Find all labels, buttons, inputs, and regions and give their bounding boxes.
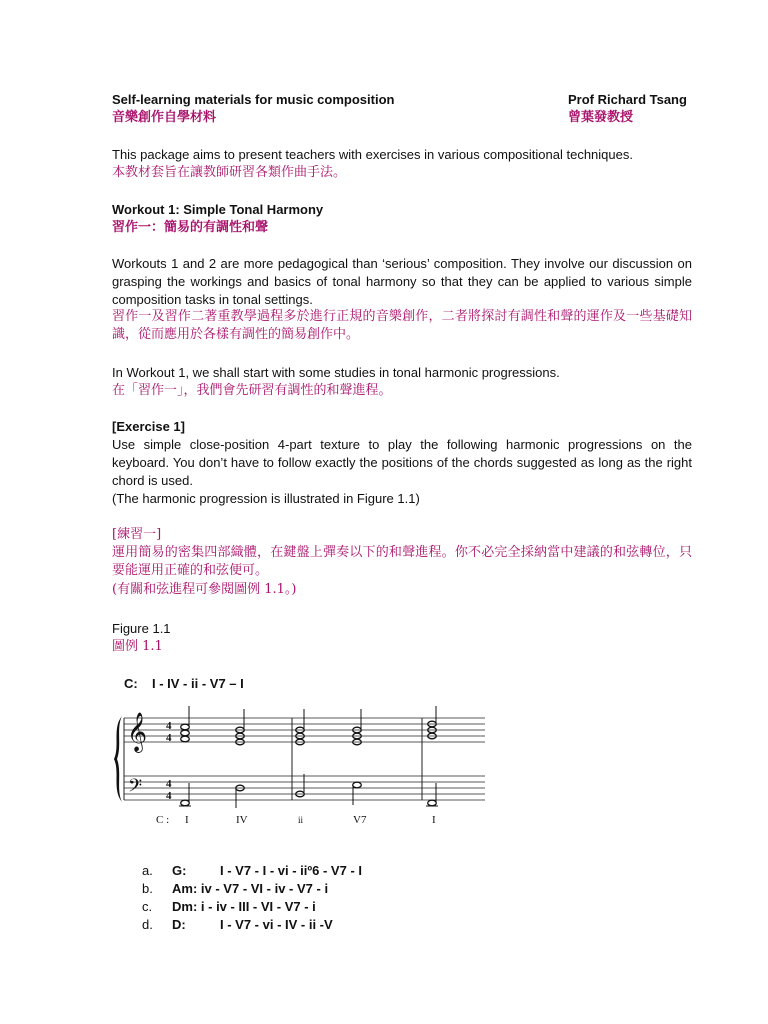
document-title-zh: 音樂創作自學材料: [112, 110, 217, 125]
progression-chords: I - V7 - I - vi - iiº6 - V7 - I: [220, 863, 362, 878]
score-chord-label-4: V7: [353, 814, 367, 826]
progression-chords: i - iv - III - VI - V7 - i: [200, 899, 316, 914]
progression-key: D:: [172, 917, 186, 932]
intro-text: This package aims to present teachers with exercises in various compositional techniques.: [112, 147, 633, 162]
bass-note-5: [428, 800, 437, 806]
list-marker: b.: [142, 881, 153, 896]
score-chord-label-3: ii: [298, 815, 304, 825]
time-signature-treble: [166, 720, 172, 744]
svg-text:4: 4: [166, 720, 172, 732]
chord-1-treble: [181, 730, 190, 736]
exercise-instructions: Use simple close-position 4-part texture to play the following harmonic progressions on the keyboard. You don’t have to follow exactly the positions of the chords suggested as long as the right chord is used.: [112, 437, 692, 488]
progression-item-b: [142, 880, 328, 898]
figure-label-zh: 圖例 1.1: [112, 639, 163, 654]
progression-key: Dm:: [172, 899, 198, 914]
svg-text:4: 4: [166, 732, 172, 744]
figure-label: Figure 1.1: [112, 621, 171, 636]
intro-text-zh: 本教材套旨在讓教師研習各類作曲手法。: [112, 165, 347, 180]
author-name-zh: 曾葉發教授: [568, 110, 634, 125]
bass-clef-icon: 𝄢: [128, 775, 143, 800]
workout-heading-zh: 習作一：簡易的有調性和聲: [112, 220, 269, 235]
progression-chords: I - V7 - vi - IV - ii -V: [220, 917, 333, 932]
progression-item-d: [142, 916, 333, 934]
score-key-label: C :: [156, 814, 170, 826]
treble-clef-icon: 𝄞: [127, 714, 148, 751]
music-score: [110, 706, 490, 834]
exercise-heading: [Exercise 1]: [112, 419, 185, 434]
progression-key: Am:: [172, 881, 198, 896]
svg-text:4: 4: [166, 778, 172, 790]
workout-paragraph: Workouts 1 and 2 are more pedagogical than ‘serious’ composition. They involve our discussion on grasping the workings and basics of tonal harmony so that they can be applied to various simple composition tasks in tonal settings.: [112, 256, 692, 307]
list-marker: a.: [142, 863, 153, 878]
workout-intro-line-zh: 在「習作一」，我們會先研習有調性的和聲進程。: [112, 383, 392, 398]
progression-item-c: [142, 898, 316, 916]
bass-note-4: [353, 782, 362, 788]
treble-chords: [181, 721, 437, 745]
workout-heading: Workout 1: Simple Tonal Harmony: [112, 202, 324, 217]
bass-note-1: [181, 800, 190, 806]
list-marker: c.: [142, 899, 153, 914]
time-signature-bass: [166, 778, 172, 802]
figure-progression: I - IV - ii - V7 – I: [152, 676, 244, 691]
svg-text:4: 4: [166, 790, 172, 802]
exercise-instructions-zh: 運用簡易的密集四部織體，在鍵盤上彈奏以下的和聲進程。你不必完全採納當中建議的和弦轉位，只要能運用正確的和弦便可。: [112, 545, 692, 578]
figure-key: C:: [124, 676, 138, 691]
score-chord-label-2: IV: [236, 814, 248, 826]
workout-intro-line: In Workout 1, we shall start with some studies in tonal harmonic progressions.: [112, 365, 560, 380]
author-name: Prof Richard Tsang: [568, 92, 687, 107]
score-chord-label-5: I: [432, 814, 436, 826]
exercise-note-zh: (有關和弦進程可參閱圖例 1.1。): [112, 582, 297, 597]
workout-paragraph-zh: 習作一及習作二著重教學過程多於進行正規的音樂創作，二者將探討有調性和聲的運作及一些基礎知識，從而應用於各樣有調性的簡易創作中。: [112, 309, 692, 342]
progression-chords: iv - V7 - VI - iv - V7 - i: [200, 881, 329, 896]
score-chord-label-1: I: [185, 814, 189, 826]
grand-staff-brace: [114, 716, 122, 802]
progression-item-a: [142, 862, 362, 880]
document-title: Self-learning materials for music composition: [112, 92, 395, 107]
progression-key: G:: [172, 863, 187, 878]
exercise-heading-zh: [練習一]: [112, 527, 162, 542]
list-marker: d.: [142, 917, 153, 932]
exercise-note: (The harmonic progression is illustrated in Figure 1.1): [112, 491, 420, 506]
